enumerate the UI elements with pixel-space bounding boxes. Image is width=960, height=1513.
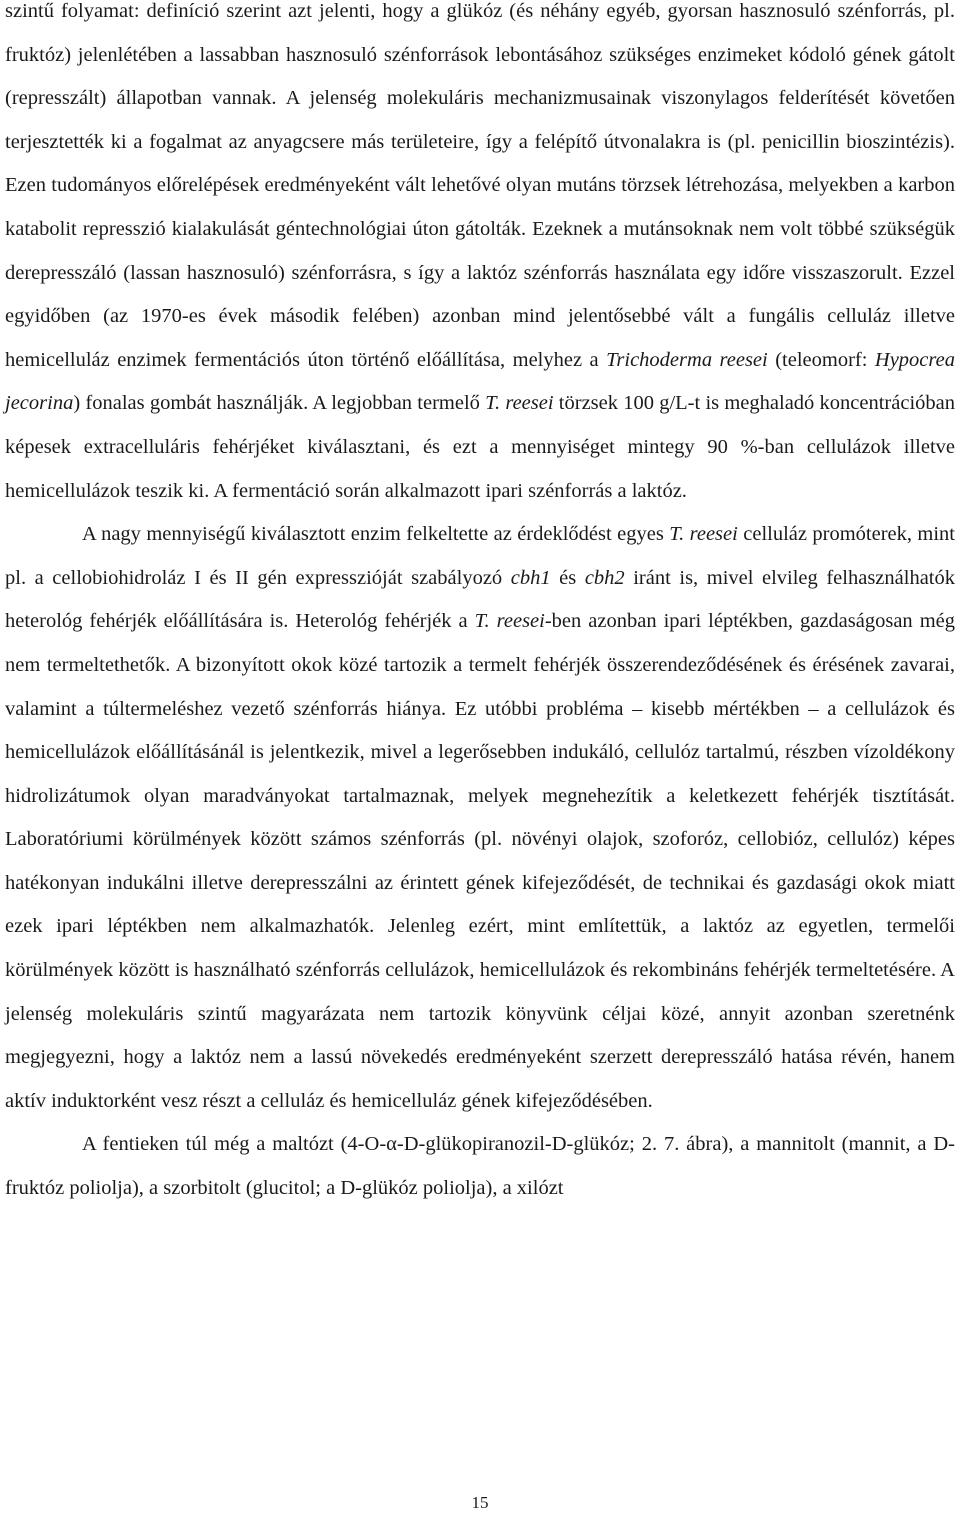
page-number: 15 xyxy=(471,1493,489,1512)
italic-text-segment: T. reesei xyxy=(485,392,554,415)
document-body xyxy=(5,0,955,1221)
paragraph xyxy=(5,0,955,513)
text-segment: (teleomorf: xyxy=(767,348,875,371)
italic-text-segment: Hypocrea jecorina xyxy=(5,348,955,415)
paragraph xyxy=(5,1123,955,1210)
italic-text-segment: cbh2 xyxy=(584,566,625,589)
text-segment: celluláz promóterek, mint pl. a cellobiohidroláz I és II gén expresszióját szabályozó xyxy=(5,523,956,589)
italic-text-segment: T. reesei xyxy=(474,610,545,633)
text-segment: szintű folyamat: definíció szerint azt jelenti, hogy a glükóz (és néhány egyéb, gyorsan hasznosuló szénforrás, pl. fruktóz) jelenlétében a lassabban hasznosuló szénforrások lebontásához szükséges enzimeket kódoló gének gátolt (represszált) állapotban vannak. A jelenség molekuláris mechanizmusainak viszonylagos felderítését követően terjesztették ki a fogalmat az anyagcsere más területeire, így a felépítő útvonalakra is (pl. penicillin bioszintézis). Ezen tudományos előrelépések eredményeként vált lehetővé olyan mutáns törzsek létrehozása, melyekben a karbon katabolit represszió kialakulását géntechnológiai úton gátolták. Ezeknek a mutánsoknak nem volt többé szükségük derepresszáló (lassan hasznosuló) szénforrásra, s így a laktóz szénforrás használata egy időre visszaszorult. Ezzel egyidőben (az 1970-es évek második felében) azonban mind jelentősebbé vált a fungális celluláz illetve hemicelluláz enzimek fermentációs úton történő előállítása, melyhez a xyxy=(5,0,955,371)
text-segment: és xyxy=(550,566,585,589)
text-segment: ) fonalas gombát használják. A legjobban termelő xyxy=(73,392,486,415)
italic-text-segment: cbh1 xyxy=(510,566,551,589)
text-segment: iránt is, mivel elvileg felhasználhatók heterológ fehérjék előállítására is. Heterológ fehérjék a xyxy=(5,566,955,633)
text-segment: -ben azonban ipari léptékben, gazdaságosan még nem termeltethetők. A bizonyított okok közé tartozik a termelt fehérjék összerendeződésének és érésének zavarai, valamint a túltermeléshez vezető szénforrás hiánya. Ez utóbbi probléma – kisebb mértékben – a cellulázok és hemicellulázok előállításánál is jelentkezik, mivel a legerősebben indukáló, cellulóz tartalmú, részben vízoldékony hidrolizátumok olyan maradványokat tartalmaznak, melyek megnehezítik a keletkezett fehérjék tisztítását. Laboratóriumi körülmények között számos szénforrás (pl. növényi olajok, szoforóz, cellobióz, cellulóz) képes hatékonyan indukálni illetve derepresszálni az érintett gének kifejeződését, de technikai és gazdasági okok miatt ezek ipari léptékben nem alkalmazhatók. Jelenleg ezért, mint említettük, a laktóz az egyetlen, termelői körülmények között is használható szénforrás cellulázok, hemicellulázok és rekombináns fehérjék termeltetésére. A jelenség molekuláris szintű magyarázata nem tartozik könyvünk céljai közé, annyit azonban szeretnénk megjegyezni, hogy a laktóz nem a lassú növekedés eredményeként szerzett derepresszáló hatása révén, hanem aktív induktorként vesz részt a celluláz és hemicelluláz gének kifejeződésében. xyxy=(5,610,955,1112)
text-segment: A fentieken túl még a maltózt (4-O-α-D-glükopiranozil-D-glükóz; 2. 7. ábra), a mannitolt (mannit, a D-fruktóz poliolja), a szorbitolt (glucitol; a D-glükóz poliolja), a xilózt xyxy=(5,1133,955,1200)
text-segment: A nagy mennyiségű kiválasztott enzim felkeltette az érdeklődést egyes xyxy=(82,523,670,546)
paragraph xyxy=(5,513,955,1123)
text-segment: törzsek 100 g/L-t is meghaladó koncentrációban képesek extracelluláris fehérjéket kiválasztani, és ezt a mennyiséget mintegy 90 %-ban cellulázok illetve hemicellulázok teszik ki. A fermentáció során alkalmazott ipari szénforrás a laktóz. xyxy=(5,392,955,502)
italic-text-segment: T. reesei xyxy=(669,523,738,546)
italic-text-segment: Trichoderma reesei xyxy=(606,348,768,371)
